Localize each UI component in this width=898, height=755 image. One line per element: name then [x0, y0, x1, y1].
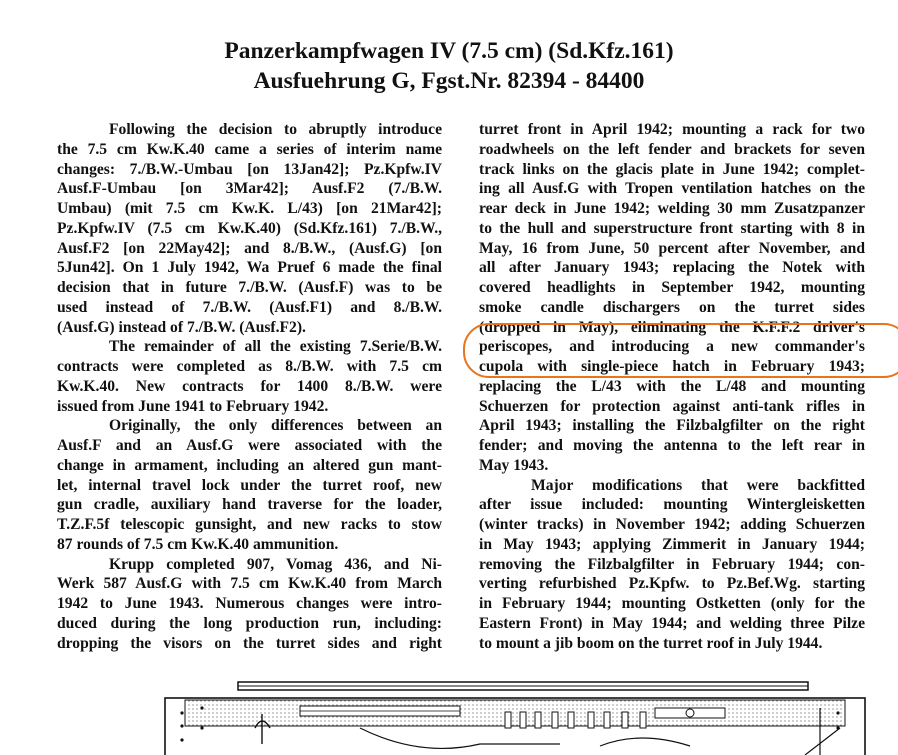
text-line: Eastern Front) in May 1944; and welding three Pilze: [479, 614, 865, 632]
text-line: contracts were completed as 8./B.W. with 7.5 cm: [57, 358, 442, 375]
text-line: rear deck in June 1942; welding 30 mm Zusatzpanzer: [479, 200, 865, 217]
text-line: 87 rounds of 7.5 cm Kw.K.40 ammunition.: [57, 535, 339, 553]
text-line: used instead of 7./B.W. (Ausf.F1) and 8./B.W.: [57, 298, 442, 316]
text-line: periscopes, and introducing a new commander's: [479, 338, 865, 356]
text-line: Krupp completed 907, Vomag 436, and Ni-: [109, 555, 442, 573]
text-line: Ausf.F-Umbau [on 3Mar42]; Ausf.F2 (7./B.W.: [57, 180, 442, 198]
text-line: Following the decision to abruptly introduce: [109, 121, 442, 138]
text-line: track links on the glacis plate in June 1942; complet-: [479, 160, 865, 178]
text-line: changes: 7./B.W.-Umbau [on 13Jan42]; Pz.Kpfw.IV: [57, 160, 442, 178]
text-line: to mount a jib boom on the turret roof in July 1944.: [479, 634, 823, 652]
text-line: duced during the long production run, including:: [57, 614, 442, 632]
text-line: fender; and moving the antenna to the left rear in: [479, 437, 865, 454]
text-line: Ausf.F2 [on 22May42]; and 8./B.W., (Ausf.G) [on: [57, 239, 442, 257]
text-line: ing all Ausf.G with Tropen ventilation hatches on the: [479, 180, 865, 198]
text-line: decision that in future 7./B.W. (Ausf.F) was to be: [57, 279, 442, 296]
text-line: the 7.5 cm Kw.K.40 came a series of interim name: [57, 140, 442, 158]
title-line-2: Ausfuehrung G, Fgst.Nr. 82394 - 84400: [253, 68, 645, 94]
text-line: in February 1944; mounting Ostketten (only for the: [479, 595, 865, 612]
text-line: to the hull and superstructure front starting with 8 in: [479, 219, 865, 237]
text-line: verting refurbished Pz.Kpfw. to Pz.Bef.Wg. starting: [479, 575, 865, 593]
tank-drawing: [0, 668, 898, 755]
text-line: Pz.Kpfw.IV (7.5 cm Kw.K.40) (Sd.Kfz.161) 7./B.W.,: [57, 219, 442, 237]
text-line: turret front in April 1942; mounting a rack for two: [479, 121, 865, 138]
text-line: 1942 to June 1943. Numerous changes were intro-: [57, 595, 442, 612]
text-line: April 1943; installing the Filzbalgfilter on the right: [479, 417, 865, 435]
text-line: Schuerzen for protection against anti-tank rifles in: [479, 397, 865, 415]
text-line: Werk 587 Ausf.G with 7.5 cm Kw.K.40 from March: [57, 575, 442, 593]
text-line: smoke candle dischargers on the turret sides: [479, 298, 865, 316]
text-line: all after January 1943; replacing the Notek with: [479, 259, 865, 277]
text-line: (winter tracks) in November 1942; adding Schuerzen: [479, 516, 865, 533]
text-line: May, 16 from June, 50 percent after November, and: [479, 239, 865, 257]
text-line: (dropped in May), eliminating the K.F.F.2 driver's: [479, 318, 865, 336]
left-column: [57, 120, 442, 653]
title-line-1: Panzerkampfwagen IV (7.5 cm) (Sd.Kfz.161): [224, 38, 674, 64]
text-line: Kw.K.40. New contracts for 1400 8./B.W. were: [57, 377, 442, 395]
text-line: May 1943.: [479, 456, 549, 474]
text-line: in May 1943; applying Zimmerit in January 1944;: [479, 535, 865, 553]
text-line: covered headlights in September 1942, mounting: [479, 279, 865, 296]
text-line: Major modifications that were backfitted: [531, 476, 865, 494]
text-line: The remainder of all the existing 7.Serie/B.W.: [109, 338, 442, 356]
text-line: gun cradle, auxiliary hand traverse for the loader,: [57, 496, 442, 514]
text-line: Originally, the only differences between an: [109, 417, 442, 435]
text-line: issued from June 1941 to February 1942.: [57, 397, 329, 415]
text-line: Ausf.F and an Ausf.G were associated with the: [57, 437, 442, 454]
page-title: [0, 36, 898, 96]
text-line: after issue included: mounting Wintergleisketten: [479, 496, 865, 514]
text-line: replacing the L/43 with the L/48 and mounting: [479, 377, 865, 395]
right-column: [479, 120, 865, 653]
text-line: 5Jun42]. On 1 July 1942, Wa Pruef 6 made the final: [57, 259, 442, 277]
text-line: (Ausf.G) instead of 7./B.W. (Ausf.F2).: [57, 318, 306, 336]
text-line: change in armament, including an altered gun mant-: [57, 456, 442, 474]
text-line: Umbau) (mit 7.5 cm Kw.K. L/43) [on 21Mar42];: [57, 200, 442, 217]
text-line: cupola with single-piece hatch in February 1943;: [479, 358, 865, 375]
text-line: removing the Filzbalgfilter in February 1944; con-: [479, 555, 865, 573]
text-line: let, internal travel lock under the turret roof, new: [57, 476, 442, 494]
text-line: dropping the visors on the turret sides and right: [57, 634, 442, 652]
text-line: roadwheels on the left fender and brackets for seven: [479, 140, 865, 158]
text-line: T.Z.F.5f telescopic gunsight, and new racks to stow: [57, 516, 442, 533]
